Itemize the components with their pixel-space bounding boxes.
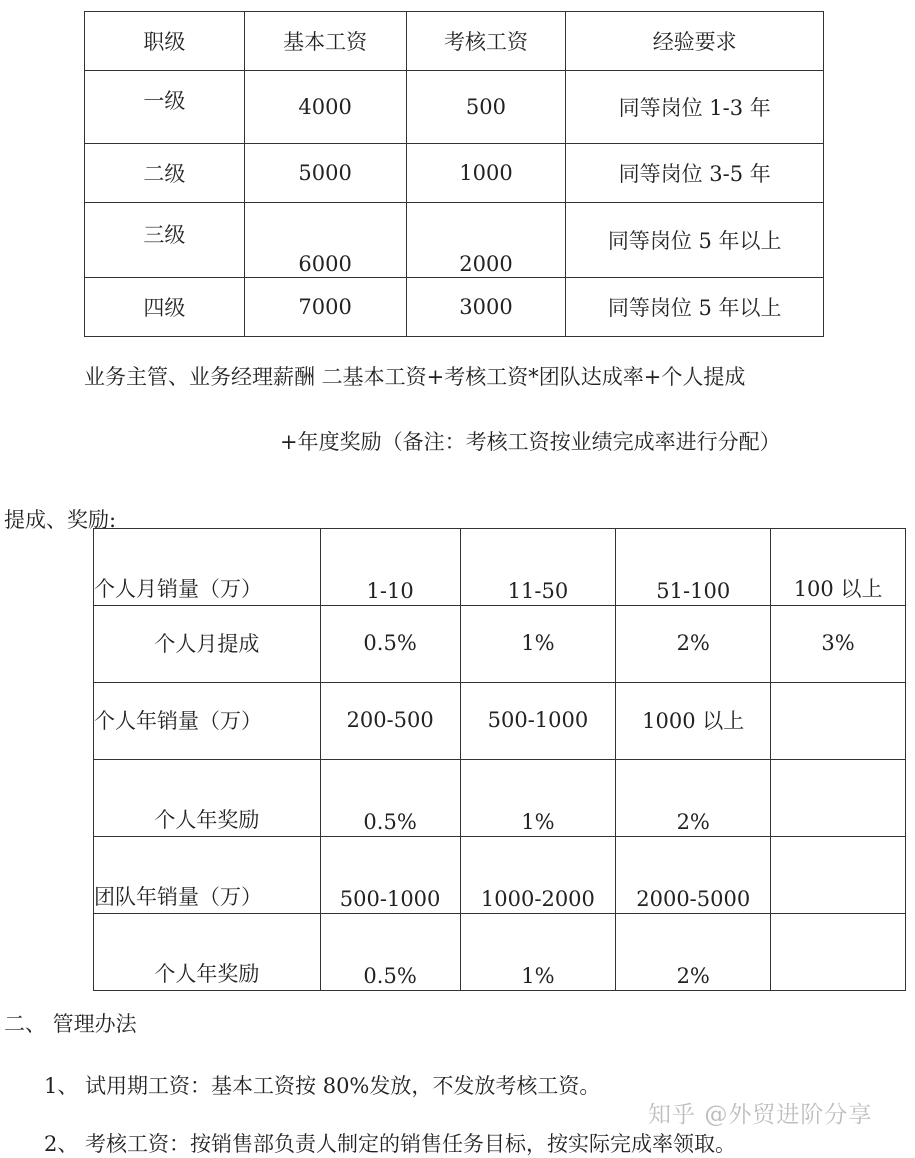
value-cell: 200-500 <box>320 683 460 760</box>
experience-cell: 同等岗位 1-3 年 <box>566 71 824 144</box>
value-cell: 1% <box>460 914 616 991</box>
table-row <box>85 144 824 203</box>
value-cell <box>771 837 906 914</box>
assessment-salary-cell: 3000 <box>406 278 566 337</box>
experience-cell: 同等岗位 3-5 年 <box>566 144 824 203</box>
value-cell: 2% <box>616 914 771 991</box>
experience-cell: 同等岗位 5 年以上 <box>566 278 824 337</box>
value-cell: 100 以上 <box>771 529 906 606</box>
experience-cell: 同等岗位 5 年以上 <box>566 203 824 278</box>
row-label-cell: 个人月提成 <box>94 606 321 683</box>
table-row <box>94 606 906 683</box>
row-label-cell: 个人年奖励 <box>94 760 321 837</box>
level-cell: 一级 <box>85 71 245 144</box>
value-cell: 2000-5000 <box>616 837 771 914</box>
table-row <box>85 278 824 337</box>
value-cell: 0.5% <box>320 914 460 991</box>
commission-table <box>93 528 906 991</box>
zhihu-watermark <box>648 1096 872 1129</box>
header-cell: 基本工资 <box>244 12 406 71</box>
value-cell: 500-1000 <box>460 683 616 760</box>
value-cell: 1% <box>460 606 616 683</box>
header-cell: 考核工资 <box>406 12 566 71</box>
assessment-salary-cell: 2000 <box>406 203 566 278</box>
value-cell: 1% <box>460 760 616 837</box>
management-item-1: 1、 试用期工资：基本工资按 80%发放，不发放考核工资。 <box>44 1074 601 1098</box>
table-row <box>85 203 824 278</box>
watermark-brand: 知乎 <box>648 1102 696 1128</box>
section-title-management: 二、 管理办法 <box>4 1012 137 1036</box>
row-label-cell: 团队年销量（万） <box>94 837 321 914</box>
row-label-cell: 个人月销量（万） <box>94 529 321 606</box>
salary-level-table <box>84 11 824 337</box>
commission-section-title: 提成、奖励: <box>4 508 117 532</box>
table-row <box>94 760 906 837</box>
watermark-author: @外贸进阶分享 <box>704 1102 873 1128</box>
base-salary-cell: 7000 <box>244 278 406 337</box>
value-cell: 500-1000 <box>320 837 460 914</box>
value-cell: 51-100 <box>616 529 771 606</box>
table-row <box>94 914 906 991</box>
table-row <box>85 71 824 144</box>
base-salary-cell: 4000 <box>244 71 406 144</box>
row-label-cell: 个人年奖励 <box>94 914 321 991</box>
value-cell: 2% <box>616 760 771 837</box>
value-cell: 2% <box>616 606 771 683</box>
value-cell <box>771 914 906 991</box>
header-cell: 经验要求 <box>566 12 824 71</box>
header-cell: 职级 <box>85 12 245 71</box>
table-row <box>94 529 906 606</box>
value-cell: 0.5% <box>320 760 460 837</box>
table-row <box>94 683 906 760</box>
table-header-row <box>85 12 824 71</box>
assessment-salary-cell: 500 <box>406 71 566 144</box>
row-label-cell: 个人年销量（万） <box>94 683 321 760</box>
level-cell: 四级 <box>85 278 245 337</box>
base-salary-cell: 6000 <box>244 203 406 278</box>
management-item-2: 2、 考核工资：按销售部负责人制定的销售任务目标，按实际完成率领取。 <box>44 1132 737 1156</box>
value-cell: 1000-2000 <box>460 837 616 914</box>
value-cell: 0.5% <box>320 606 460 683</box>
assessment-salary-cell: 1000 <box>406 144 566 203</box>
value-cell <box>771 760 906 837</box>
salary-formula-line-2: +年度奖励（备注：考核工资按业绩完成率进行分配） <box>280 430 781 454</box>
value-cell: 1000 以上 <box>616 683 771 760</box>
table-row <box>94 837 906 914</box>
value-cell <box>771 683 906 760</box>
base-salary-cell: 5000 <box>244 144 406 203</box>
salary-formula-line-1: 业务主管、业务经理薪酬 二基本工资+考核工资*团队达成率+个人提成 <box>84 365 746 389</box>
value-cell: 1-10 <box>320 529 460 606</box>
value-cell: 3% <box>771 606 906 683</box>
value-cell: 11-50 <box>460 529 616 606</box>
level-cell: 二级 <box>85 144 245 203</box>
level-cell: 三级 <box>85 203 245 278</box>
